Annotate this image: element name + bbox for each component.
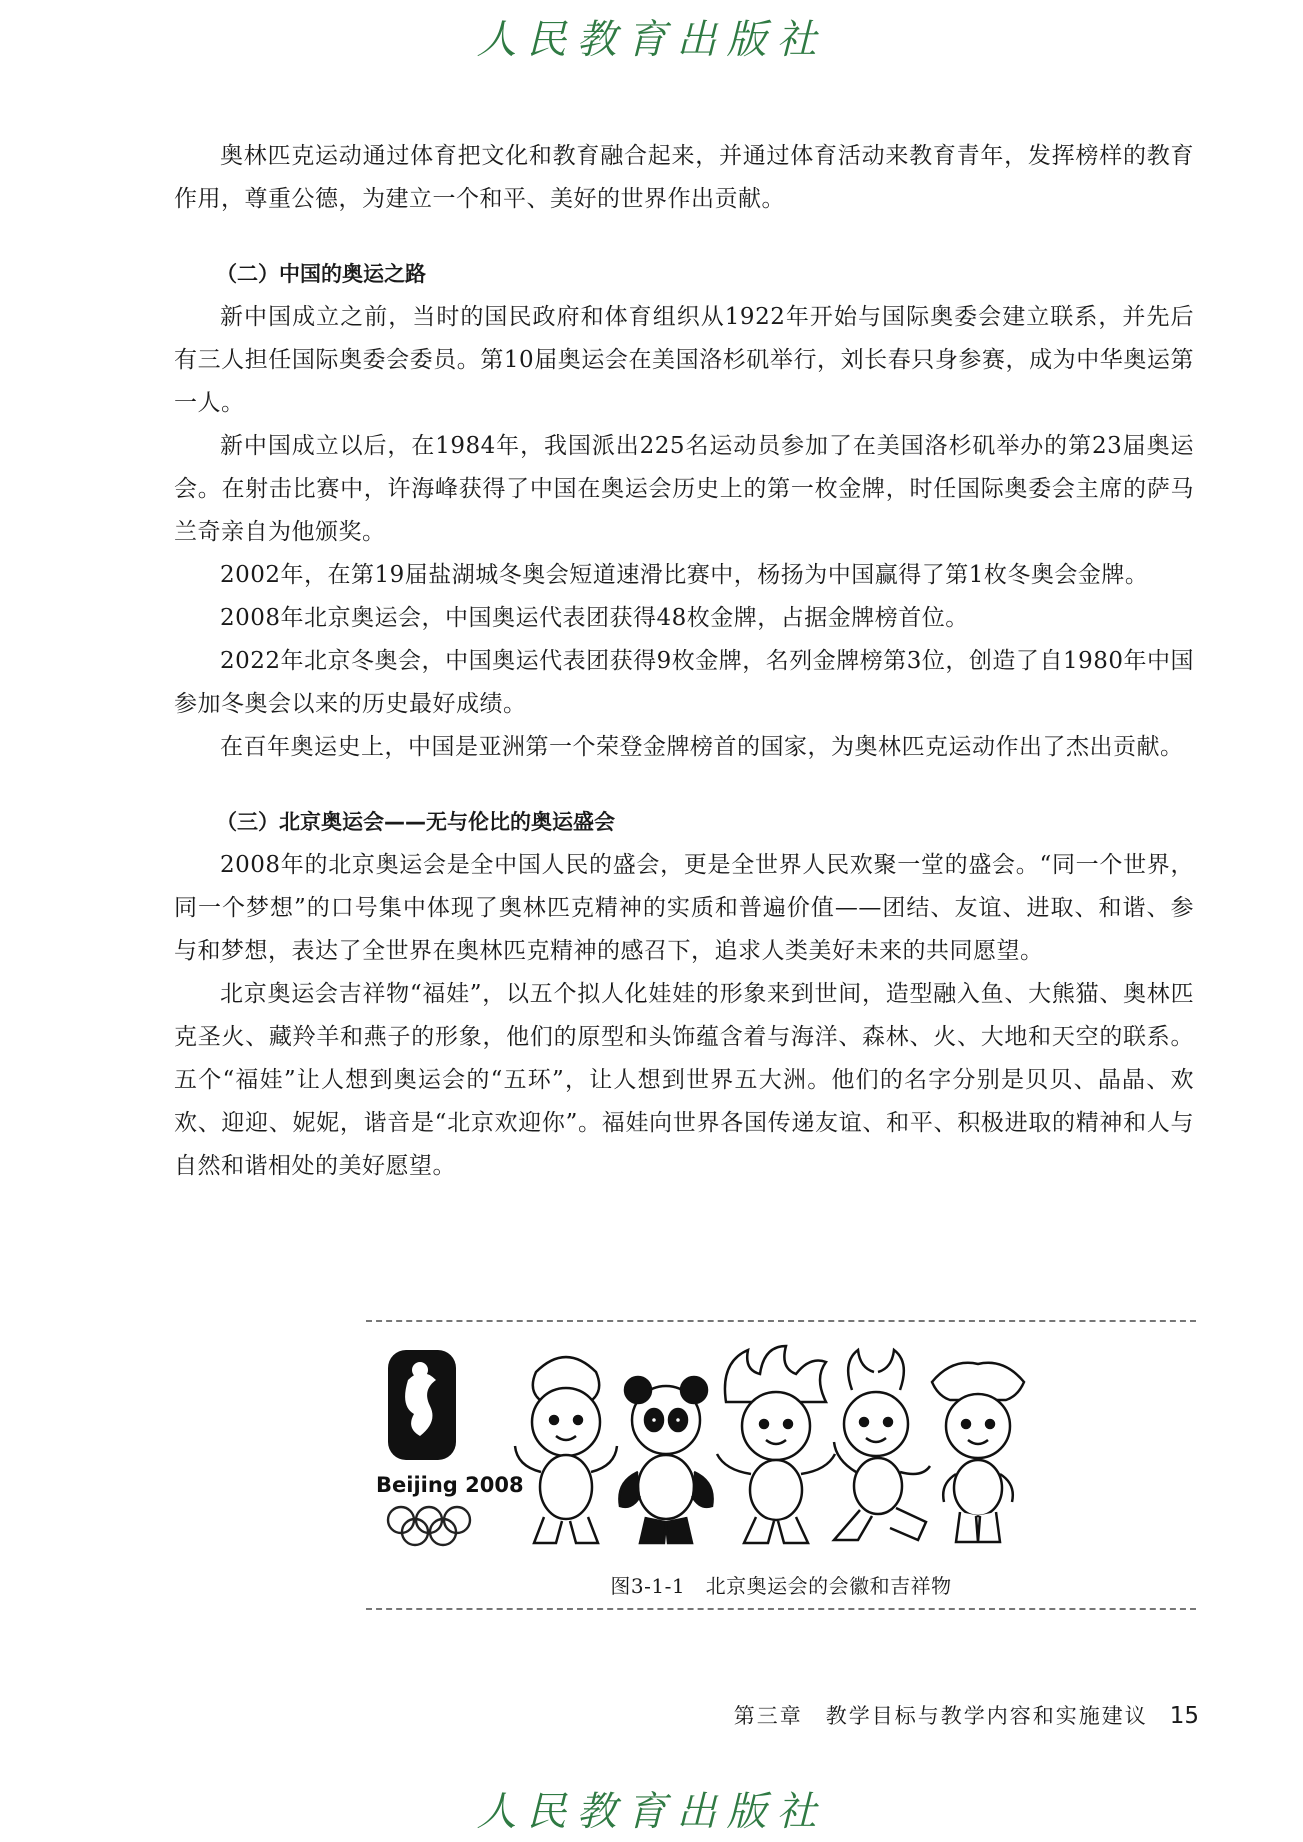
paragraph-2: 新中国成立之前，当时的国民政府和体育组织从1922年开始与国际奥委会建立联系，并先后有三人担任国际奥委会委员。第10届奥运会在美国洛杉矶举行，刘长春只身参赛，成为中华奥运第一人。 — [174, 304, 1194, 416]
paragraph-3: 新中国成立以后，在1984年，我国派出225名运动员参加了在美国洛杉矶举办的第23届奥运会。在射击比赛中，许海峰获得了中国在奥运会历史上的第一枚金牌，时任国际奥委会主席的萨马兰奇亲自为他颁奖。 — [174, 433, 1194, 545]
page-footer — [734, 1700, 1199, 1730]
mascot-beibei-icon — [515, 1357, 617, 1543]
beijing-emblem — [376, 1350, 524, 1545]
chapter-title: 第三章 教学目标与教学内容和实施建议 — [733, 1704, 1148, 1728]
paragraph-6: 2022年北京冬奥会，中国奥运代表团获得9枚金牌，名列金牌榜第3位，创造了自1980年中国参加冬奥会以来的历史最好成绩。 — [174, 648, 1194, 717]
paragraph-1: 奥林匹克运动通过体育把文化和教育融合起来，并通过体育活动来教育青年，发挥榜样的教育作用，尊重公德，为建立一个和平、美好的世界作出贡献。 — [174, 143, 1194, 212]
olympic-rings-icon — [388, 1507, 470, 1545]
paragraph-5: 2008年北京奥运会，中国奥运代表团获得48枚金牌，占据金牌榜首位。 — [220, 605, 969, 631]
mascot-jingjing-icon — [619, 1377, 712, 1543]
mascot-nini-icon — [932, 1363, 1024, 1542]
mascot-yingying-icon — [834, 1350, 930, 1540]
section-heading-2: （二）中国的奥运之路 — [216, 262, 426, 286]
emblem-wordmark: Beijing 2008 — [376, 1473, 524, 1497]
page-number: 15 — [1169, 1703, 1199, 1729]
paragraph-9: 北京奥运会吉祥物“福娃”，以五个拟人化娃娃的形象来到世间，造型融入鱼、大熊猫、奥林匹克圣火、藏羚羊和燕子的形象，他们的原型和头饰蕴含着与海洋、森林、火、大地和天空的联系。五个“福娃”让人想到奥运会的“五环”，让人想到世界五大洲。他们的名字分别是贝贝、晶晶、欢欢、迎迎、妮妮，谐音是“北京欢迎你”。福娃向世界各国传递友谊、和平、积极进取的精神和人与自然和谐相处的美好愿望。 — [174, 981, 1194, 1179]
publisher-logo-bottom: 人民教育出版社 — [476, 1789, 827, 1835]
figure-caption: 图3-1-1 北京奥运会的会徽和吉祥物 — [610, 1574, 952, 1598]
section-heading-3: （三）北京奥运会——无与伦比的奥运盛会 — [216, 810, 615, 834]
publisher-logo-top: 人民教育出版社 — [476, 17, 827, 63]
paragraph-8: 2008年的北京奥运会是全中国人民的盛会，更是全世界人民欢聚一堂的盛会。“同一个世界，同一个梦想”的口号集中体现了奥林匹克精神的实质和普遍价值——团结、友谊、进取、和谐、参与和梦想，表达了全世界在奥林匹克精神的感召下，追求人类美好未来的共同愿望。 — [174, 852, 1194, 964]
figure-bottom-divider — [366, 1608, 1196, 1610]
figure-emblem-mascots — [366, 1320, 1196, 1620]
page-body — [174, 135, 1194, 1188]
mascot-huanhuan-icon — [717, 1346, 835, 1543]
figure-top-divider — [366, 1320, 1196, 1322]
paragraph-4: 2002年，在第19届盐湖城冬奥会短道速滑比赛中，杨扬为中国赢得了第1枚冬奥会金牌。 — [220, 562, 1149, 588]
paragraph-7: 在百年奥运史上，中国是亚洲第一个荣登金牌榜首的国家，为奥林匹克运动作出了杰出贡献。 — [220, 734, 1184, 760]
emblem-and-mascots-illustration — [366, 1342, 1196, 1552]
